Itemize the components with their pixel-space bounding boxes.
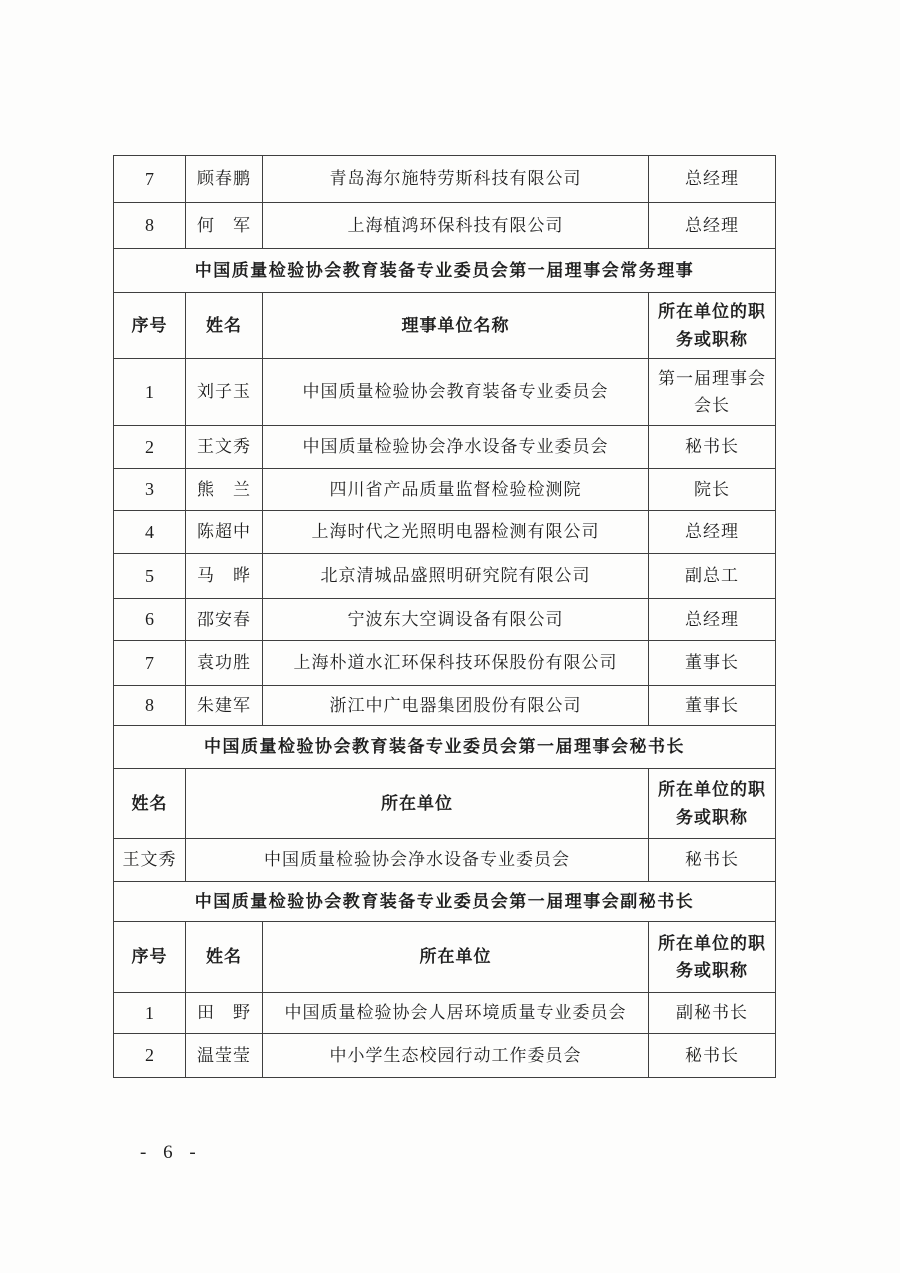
cell-name: 邵安春 <box>186 599 263 641</box>
section-title-row <box>114 249 776 293</box>
cell-org: 四川省产品质量监督检验检测院 <box>263 469 649 511</box>
cell-name: 陈超中 <box>186 511 263 554</box>
header-cell-org: 所在单位 <box>263 922 649 993</box>
cell-name: 王文秀 <box>114 839 186 882</box>
table-row <box>114 156 776 203</box>
cell-name: 顾春鹏 <box>186 156 263 203</box>
header-cell-seq: 序号 <box>114 922 186 993</box>
cell-org: 中小学生态校园行动工作委员会 <box>263 1034 649 1078</box>
cell-org: 浙江中广电器集团股份有限公司 <box>263 686 649 726</box>
section-title: 中国质量检验协会教育装备专业委员会第一届理事会秘书长 <box>114 726 776 769</box>
header-row <box>114 922 776 993</box>
cell-title: 副秘书长 <box>649 993 776 1034</box>
cell-title: 总经理 <box>649 203 776 249</box>
cell-title: 院长 <box>649 469 776 511</box>
cell-org: 上海时代之光照明电器检测有限公司 <box>263 511 649 554</box>
cell-org: 宁波东大空调设备有限公司 <box>263 599 649 641</box>
cell-title: 总经理 <box>649 156 776 203</box>
header-cell-org: 理事单位名称 <box>263 293 649 359</box>
cell-seq: 7 <box>114 156 186 203</box>
cell-seq: 6 <box>114 599 186 641</box>
cell-name: 温莹莹 <box>186 1034 263 1078</box>
header-cell-org: 所在单位 <box>186 769 649 839</box>
cell-title: 第一届理事会会长 <box>649 359 776 426</box>
roster-table <box>113 155 776 1078</box>
table-row <box>114 993 776 1034</box>
table-row <box>114 511 776 554</box>
header-cell-title: 所在单位的职务或职称 <box>649 293 776 359</box>
cell-seq: 1 <box>114 993 186 1034</box>
cell-org: 中国质量检验协会净水设备专业委员会 <box>263 426 649 469</box>
cell-org: 上海朴道水汇环保科技环保股份有限公司 <box>263 641 649 686</box>
cell-seq: 8 <box>114 203 186 249</box>
table-row <box>114 426 776 469</box>
table-row <box>114 686 776 726</box>
cell-seq: 7 <box>114 641 186 686</box>
cell-name: 马 晔 <box>186 554 263 599</box>
cell-name: 何 军 <box>186 203 263 249</box>
table-row <box>114 469 776 511</box>
table-row <box>114 599 776 641</box>
cell-seq: 2 <box>114 426 186 469</box>
header-cell-name: 姓名 <box>186 922 263 993</box>
cell-title: 秘书长 <box>649 1034 776 1078</box>
cell-name: 刘子玉 <box>186 359 263 426</box>
cell-title: 秘书长 <box>649 426 776 469</box>
cell-name: 王文秀 <box>186 426 263 469</box>
cell-org: 上海植鸿环保科技有限公司 <box>263 203 649 249</box>
table-row <box>114 641 776 686</box>
header-row <box>114 769 776 839</box>
header-cell-title: 所在单位的职务或职称 <box>649 922 776 993</box>
table-row <box>114 203 776 249</box>
cell-name: 田 野 <box>186 993 263 1034</box>
table-row <box>114 839 776 882</box>
cell-seq: 2 <box>114 1034 186 1078</box>
cell-seq: 1 <box>114 359 186 426</box>
cell-org: 北京清城品盛照明研究院有限公司 <box>263 554 649 599</box>
table-row <box>114 359 776 426</box>
cell-title: 董事长 <box>649 686 776 726</box>
cell-org: 青岛海尔施特劳斯科技有限公司 <box>263 156 649 203</box>
header-cell-name: 姓名 <box>114 769 186 839</box>
cell-name: 袁功胜 <box>186 641 263 686</box>
cell-title: 副总工 <box>649 554 776 599</box>
header-cell-title: 所在单位的职务或职称 <box>649 769 776 839</box>
cell-seq: 8 <box>114 686 186 726</box>
cell-seq: 3 <box>114 469 186 511</box>
cell-title: 总经理 <box>649 599 776 641</box>
table-row <box>114 1034 776 1078</box>
cell-title: 总经理 <box>649 511 776 554</box>
section-title-row <box>114 726 776 769</box>
header-cell-seq: 序号 <box>114 293 186 359</box>
cell-seq: 4 <box>114 511 186 554</box>
page-number: - 6 - <box>140 1142 202 1163</box>
section-title: 中国质量检验协会教育装备专业委员会第一届理事会副秘书长 <box>114 882 776 922</box>
cell-org: 中国质量检验协会人居环境质量专业委员会 <box>263 993 649 1034</box>
cell-title: 秘书长 <box>649 839 776 882</box>
cell-name: 熊 兰 <box>186 469 263 511</box>
cell-seq: 5 <box>114 554 186 599</box>
table-row <box>114 554 776 599</box>
cell-org: 中国质量检验协会教育装备专业委员会 <box>263 359 649 426</box>
header-cell-name: 姓名 <box>186 293 263 359</box>
cell-title: 董事长 <box>649 641 776 686</box>
section-title-row <box>114 882 776 922</box>
header-row <box>114 293 776 359</box>
cell-org: 中国质量检验协会净水设备专业委员会 <box>186 839 649 882</box>
section-title: 中国质量检验协会教育装备专业委员会第一届理事会常务理事 <box>114 249 776 293</box>
cell-name: 朱建军 <box>186 686 263 726</box>
